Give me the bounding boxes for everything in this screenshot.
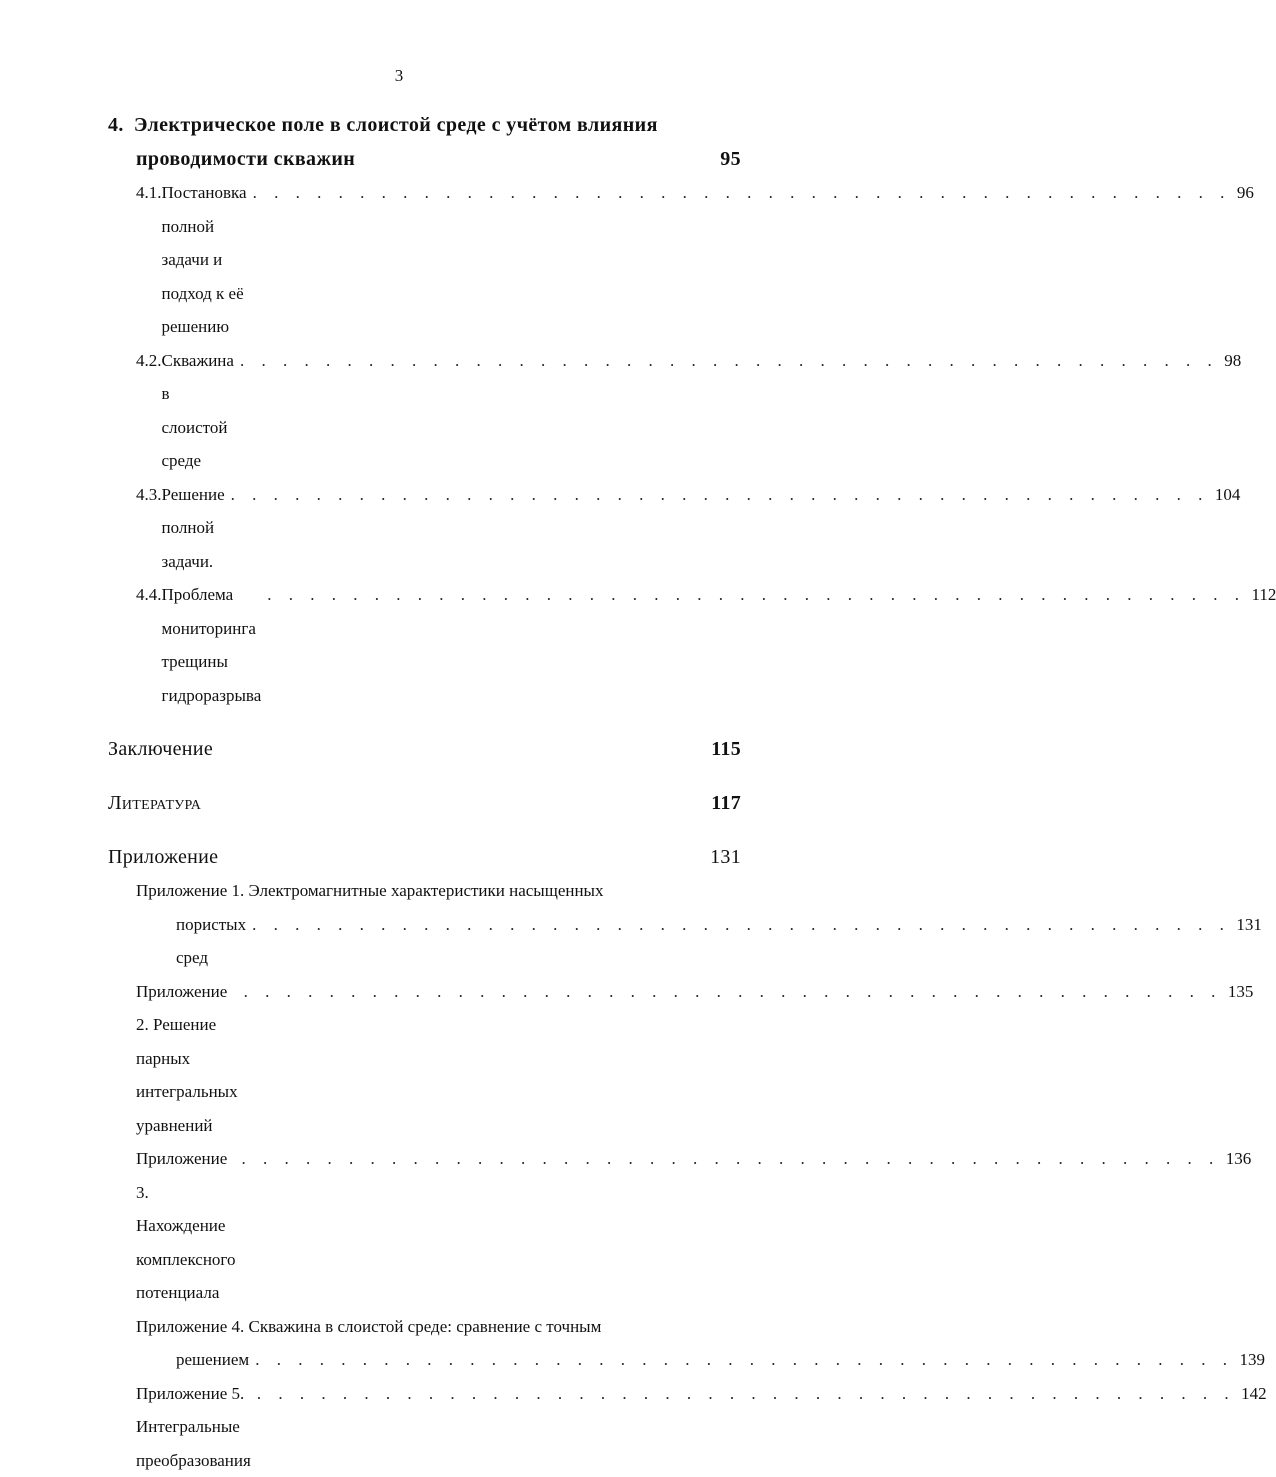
section-number: 4.3. bbox=[136, 478, 162, 512]
appendix-entry-title: Приложение 2. Решение парных интегральных уравнений bbox=[136, 975, 238, 1143]
leader-dots: . . . . . . . . . . . . . . . . . . . . . . . . . . . . . . . . . . . . . . . . . . . . . . bbox=[241, 1142, 1219, 1176]
leader-dots: . . . . . . . . . . . . . . . . . . . . . . . . . . . . . . . . . . . . . . . . . . . . . . bbox=[252, 908, 1230, 942]
appendix-entry-5[interactable] bbox=[108, 1377, 741, 1477]
appendix-entry-page: 131 bbox=[1236, 908, 1262, 942]
toc-appendix[interactable] bbox=[108, 840, 741, 874]
table-of-contents bbox=[108, 108, 741, 1477]
appendix-entry-1[interactable] bbox=[108, 874, 741, 908]
leader-dots: . . . . . . . . . . . . . . . . . . . . . . . . . . . . . . . . . . . . . . . . . . . . . . bbox=[244, 975, 1222, 1009]
leader-dots: . . . . . . . . . . . . . . . . . . . . . . . . . . . . . . . . . . . . . . . . . . . . . . bbox=[253, 176, 1231, 210]
literature-page: 117 bbox=[711, 786, 741, 820]
appendix-entry-1-cont[interactable] bbox=[108, 908, 741, 975]
leader-dots: . . . . . . . . . . . . . . . . . . . . . . . . . . . . . . . . . . . . . . . . . . . . . . bbox=[255, 1343, 1233, 1377]
appendix-entry-page: 142 bbox=[1241, 1377, 1267, 1411]
appendix-entry-title-cont: решением bbox=[176, 1343, 249, 1377]
section-page: 112 bbox=[1252, 578, 1276, 612]
toc-entry[interactable] bbox=[108, 578, 741, 712]
literature-title: Литература bbox=[108, 786, 201, 820]
appendix-entry-4[interactable] bbox=[108, 1310, 741, 1344]
chapter-title-line2: проводимости скважин bbox=[136, 142, 355, 176]
leader-dots: . . . . . . . . . . . . . . . . . . . . . . . . . . . . . . . . . . . . . . . . . . . . . . bbox=[257, 1377, 1235, 1411]
toc-entry[interactable] bbox=[108, 176, 741, 344]
appendix-entry-2[interactable] bbox=[108, 975, 741, 1143]
appendix-entry-page: 135 bbox=[1228, 975, 1254, 1009]
section-page: 96 bbox=[1237, 176, 1254, 210]
appendix-entry-title: Приложение 5. Интегральные преобразования bbox=[136, 1377, 251, 1477]
section-number: 4.1. bbox=[136, 176, 162, 210]
chapter-4-title[interactable] bbox=[108, 108, 741, 142]
section-title: Постановка полной задачи и подход к её решению bbox=[162, 176, 247, 344]
toc-literature[interactable] bbox=[108, 786, 741, 820]
toc-conclusion[interactable] bbox=[108, 732, 741, 766]
leader-dots: . . . . . . . . . . . . . . . . . . . . . . . . . . . . . . . . . . . . . . . . . . . . . . bbox=[240, 344, 1218, 378]
leader-dots: . . . . . . . . . . . . . . . . . . . . . . . . . . . . . . . . . . . . . . . . . . . . . . bbox=[267, 578, 1245, 612]
chapter-page: 95 bbox=[720, 142, 741, 176]
section-page: 104 bbox=[1215, 478, 1241, 512]
appendix-entry-page: 136 bbox=[1226, 1142, 1252, 1176]
section-page: 98 bbox=[1224, 344, 1241, 378]
toc-entry[interactable] bbox=[108, 344, 741, 478]
appendix-entry-4-cont[interactable] bbox=[108, 1343, 741, 1377]
appendix-entry-title-cont: пористых сред bbox=[176, 908, 246, 975]
chapter-4-title-cont[interactable] bbox=[108, 142, 741, 176]
section-number: 4.2. bbox=[136, 344, 162, 378]
appendix-entry-3[interactable] bbox=[108, 1142, 741, 1310]
appendix-page: 131 bbox=[710, 840, 741, 874]
appendix-entry-title: Приложение 4. Скважина в слоистой среде: сравнение с точным bbox=[136, 1310, 601, 1344]
appendix-entry-title: Приложение 1. Электромагнитные характеристики насыщенных bbox=[136, 874, 603, 908]
conclusion-title: Заключение bbox=[108, 732, 213, 766]
section-title: Скважина в слоистой среде bbox=[162, 344, 234, 478]
section-title: Проблема мониторинга трещины гидроразрыва bbox=[162, 578, 262, 712]
toc-entry[interactable] bbox=[108, 478, 741, 579]
leader-dots: . . . . . . . . . . . . . . . . . . . . . . . . . . . . . . . . . . . . . . . . . . . . . . bbox=[231, 478, 1209, 512]
appendix-entry-page: 139 bbox=[1239, 1343, 1265, 1377]
conclusion-page: 115 bbox=[711, 732, 741, 766]
appendix-entry-title: Приложение 3. Нахождение комплексного потенциала bbox=[136, 1142, 235, 1310]
chapter-title-line1: Электрическое поле в слоистой среде с учётом влияния bbox=[134, 108, 658, 142]
section-number: 4.4. bbox=[136, 578, 162, 612]
appendix-title: Приложение bbox=[108, 840, 218, 874]
chapter-number: 4. bbox=[108, 108, 124, 142]
page-number: 3 bbox=[0, 66, 798, 86]
section-title: Решение полной задачи. bbox=[162, 478, 225, 579]
